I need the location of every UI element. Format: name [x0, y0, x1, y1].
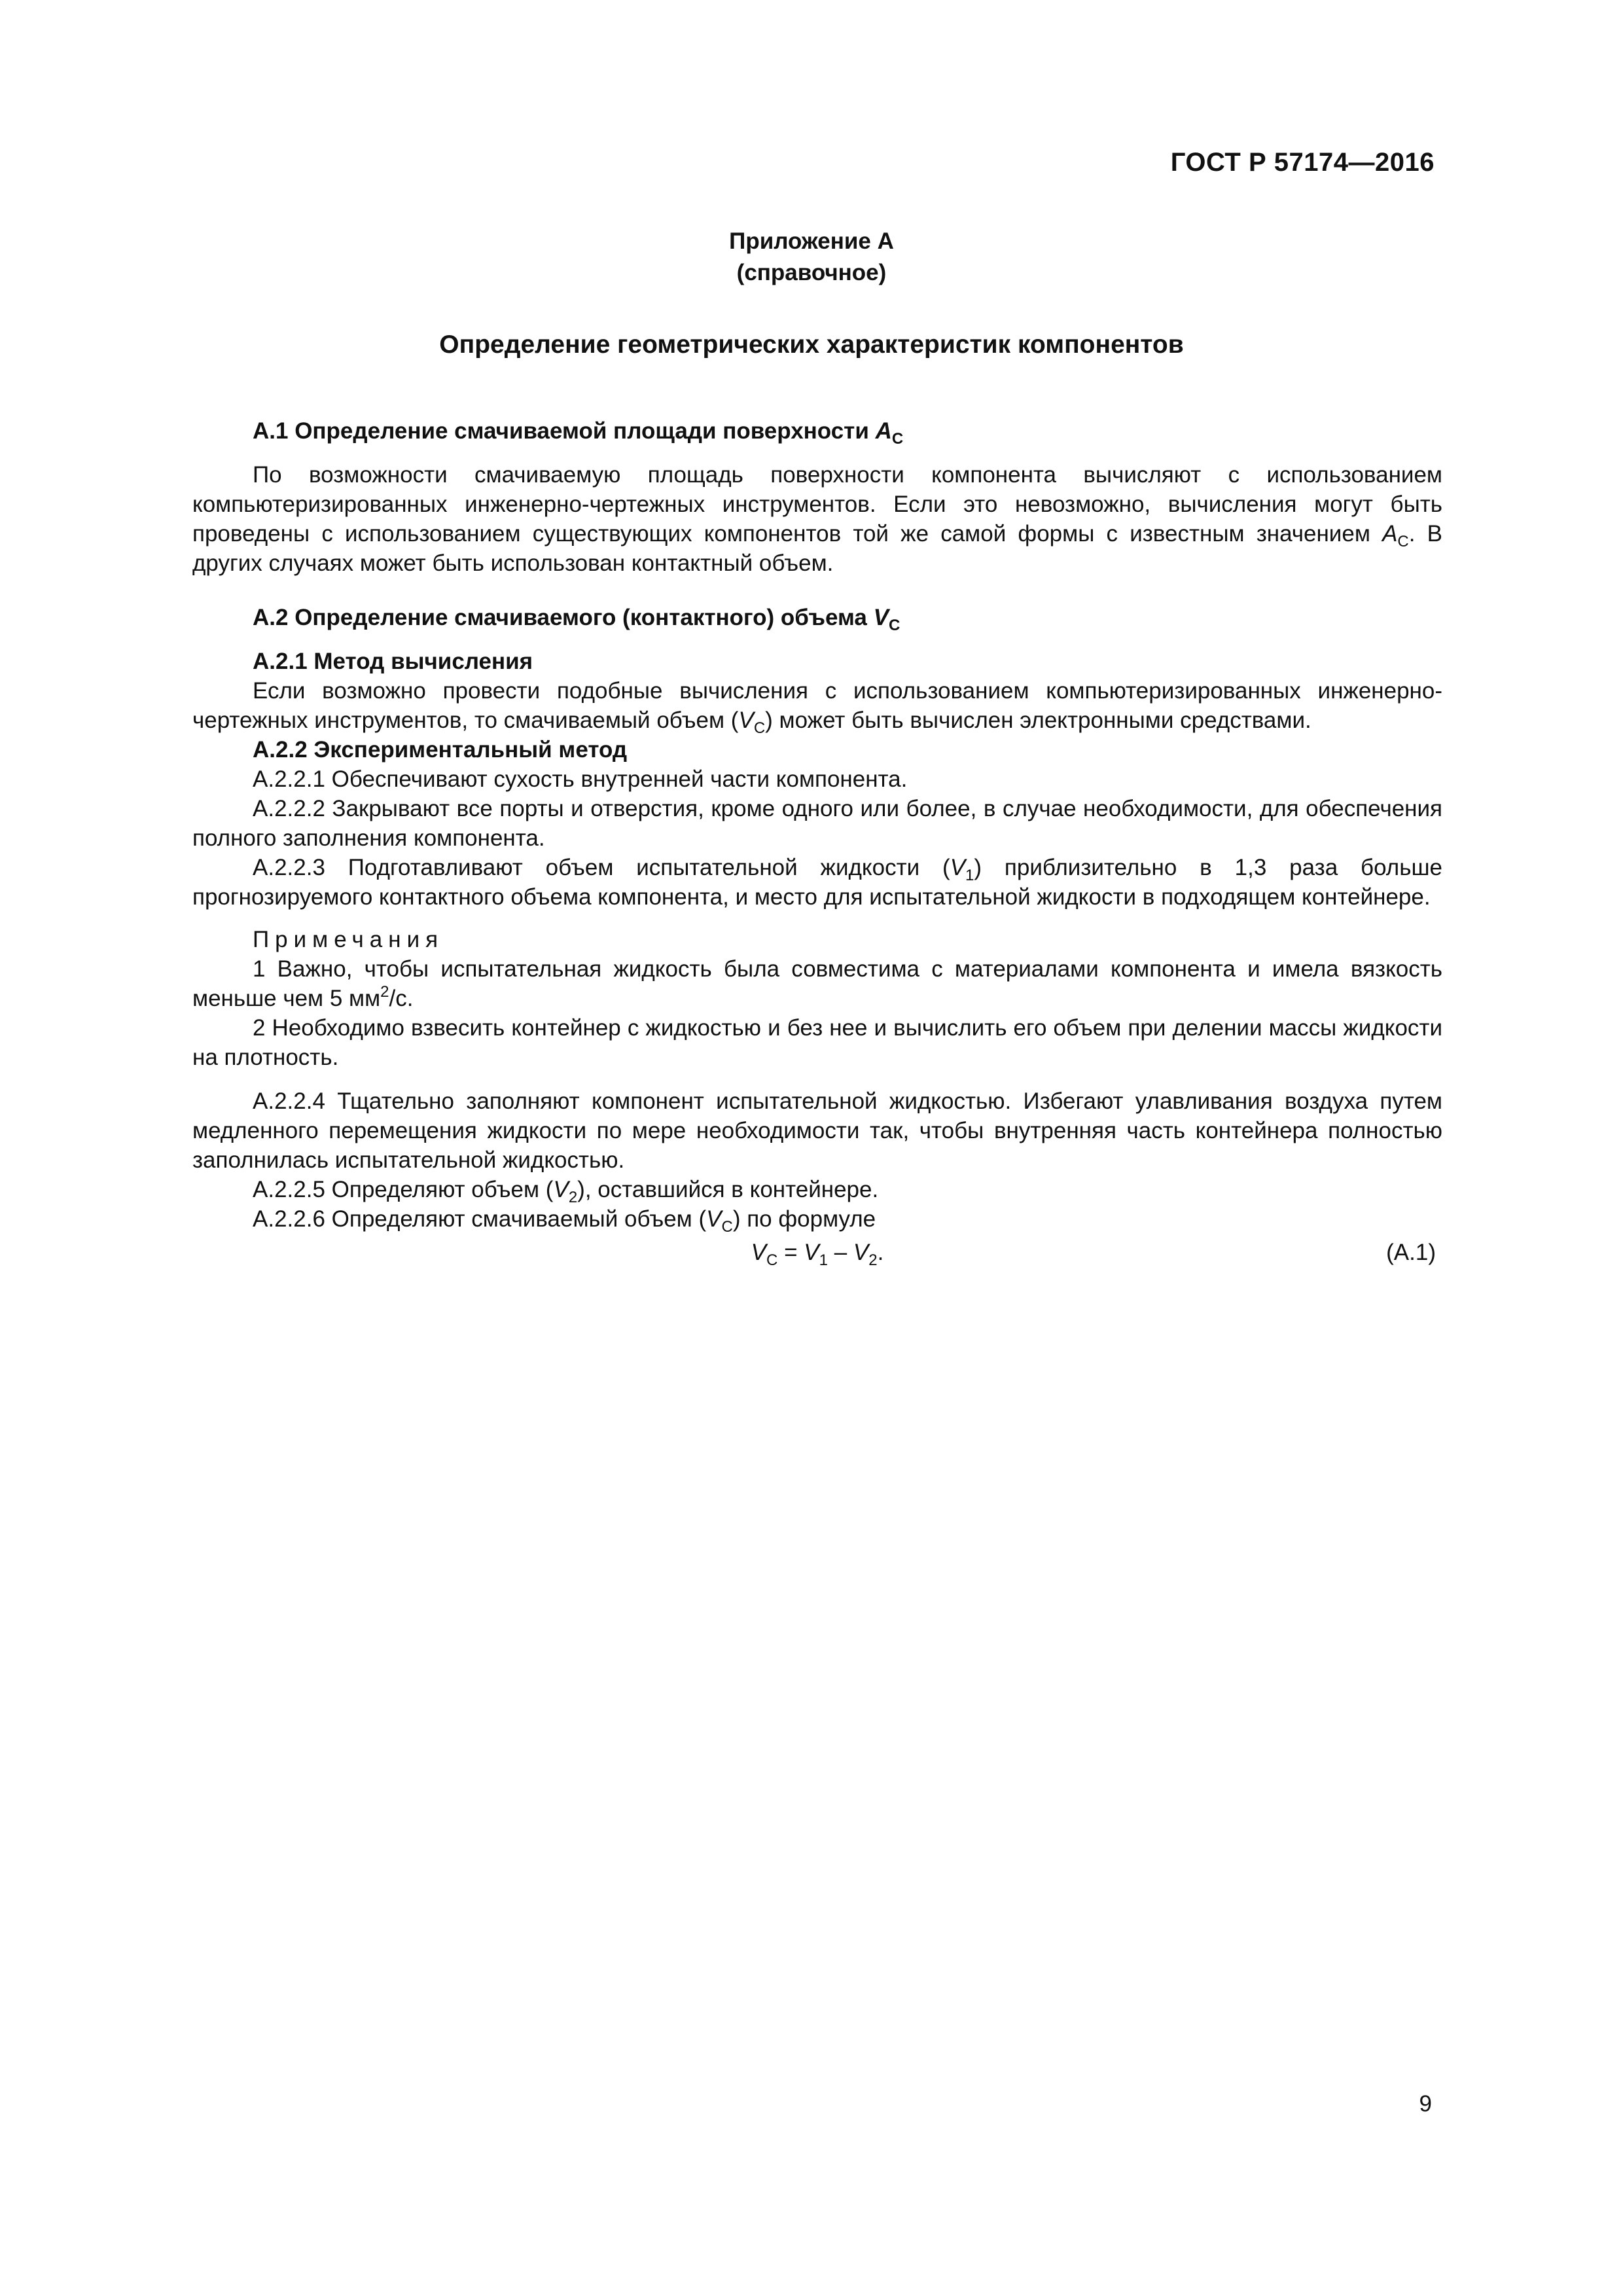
document-body [192, 416, 1442, 1277]
section-a226: А.2.2.6 Определяют смачиваемый объем $(V_C)$ по формуле [253, 1206, 876, 1236]
main-title: Определение геометрических характеристик компонентов [439, 331, 1184, 359]
note-1: 1 Важно, чтобы испытательная жидкость была совместима с материалами компонента и имела вязкость меньше чем 5 $мм^2/с$. [192, 956, 1442, 1011]
section-a225: А.2.2.5 Определяют объем $(V_2)$, оставшийся в контейнере. [253, 1177, 879, 1206]
appendix-header [0, 226, 1623, 289]
section-a221: А.2.2.1 Обеспечивают сухость внутренней части компонента. [253, 766, 908, 792]
section-a1-paragraph: По возможности смачиваемую площадь поверхности компонента вычисляют с использованием компьютеризированных инженерно-чертежных инструментов. Если это невозможно, вычисления могут быть проведены с использованием существующих компонентов той же самой формы с известным значением $A_C$. В других случаях может быть использован контактный объем. [192, 462, 1443, 576]
formula-row [192, 1238, 1442, 1277]
document-code: ГОСТ Р 57174—2016 [1170, 148, 1435, 177]
section-a223: А.2.2.3 Подготавливают объем испытательной жидкости $(V_1)$ приблизительно в 1,3 раза больше прогнозируемого контактного объема компонента, и место для испытательной жидкости в подходящем контейнере. [192, 855, 1442, 910]
formula-number: (А.1) [1386, 1240, 1436, 1265]
formula: $V_C = V_1 - V_2$. [751, 1240, 884, 1269]
section-a21-paragraph: Если возможно провести подобные вычисления с использованием компьютеризированных инженерно-чертежных инструментов, то смачиваемый объем $(V_C)$ может быть вычислен электронными средствами. [192, 678, 1442, 737]
notes-label: Примечания [253, 927, 444, 952]
page-number: 9 [1419, 2091, 1432, 2117]
section-a21-heading: А.2.1 Метод вычисления [253, 649, 533, 674]
section-a22-heading: А.2.2 Экспериментальный метод [253, 737, 628, 762]
section-a222: А.2.2.2 Закрывают все порты и отверстия, кроме одного или более, в случае необходимости, для обеспечения полного заполнения компонента. [192, 796, 1442, 851]
note-2: 2 Необходимо взвесить контейнер с жидкостью и без нее и вычислить его объем при делении массы жидкости на плотность. [192, 1015, 1442, 1070]
appendix-title: Приложение А [729, 228, 894, 254]
section-a2-heading: А.2 Определение смачиваемого (контактного) объема $V_C$ [253, 605, 901, 634]
appendix-note: (справочное) [736, 260, 887, 285]
section-a224: А.2.2.4 Тщательно заполняют компонент испытательной жидкостью. Избегают улавливания воздуха путем медленного перемещения жидкости по мере необходимости так, чтобы внутренняя часть контейнера полностью заполнилась испытательной жидкостью. [192, 1088, 1442, 1173]
section-a1-heading: А.1 Определение смачиваемой площади поверхности $A_C$ [253, 418, 904, 448]
